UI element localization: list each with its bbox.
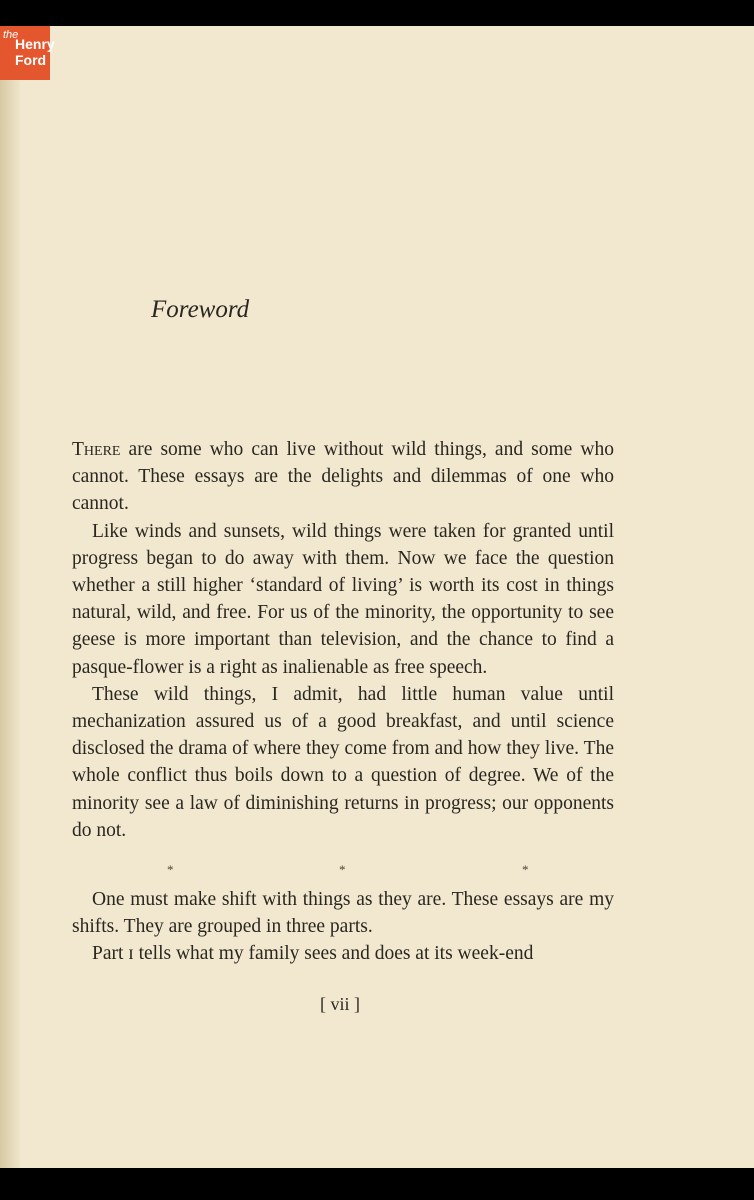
paragraph-3: These wild things, I admit, had little human value until mechanization assured us of a good breakfast, and until science disclosed the drama of where they come from and how they live. The whole conflict thus boils down to a question of degree. We of the minority see a law of diminishing returns in progress; our opponents do not.: [72, 683, 614, 841]
page-number: [ vii ]: [320, 994, 360, 1014]
paragraph-lead-word: There: [72, 439, 121, 460]
henry-ford-logo: the Henry Ford: [0, 26, 50, 80]
page-heading: Foreword: [151, 296, 250, 323]
paragraph-2: Like winds and sunsets, wild things were taken for granted until progress began to do away with them. Now we face the question whether a still higher ‘standard of living’ is worth its cost in things natural, wild, and free. For us of the minority, the opportunity to see geese is more important than television, and the chance to find a pasque-flower is a right as inalienable as free speech.: [72, 520, 614, 678]
section-break-mark: *: [339, 862, 346, 878]
paragraph-1: There are some who can live without wild things, and some who cannot. These essays are the delights and dilemmas of one who cannot.: [72, 439, 614, 515]
section-break: [72, 844, 614, 886]
section-break-mark: *: [522, 862, 529, 878]
paragraph-4: One must make shift with things as they are. These essays are my shifts. They are grouped in three parts.: [72, 889, 614, 938]
paragraph-5: Part ɪ tells what my family sees and does at its week-end: [92, 943, 534, 965]
page-spine-shadow: [0, 26, 20, 1168]
section-break-mark: *: [167, 862, 174, 878]
foreword-body: [72, 436, 614, 968]
book-page: [0, 26, 754, 1168]
